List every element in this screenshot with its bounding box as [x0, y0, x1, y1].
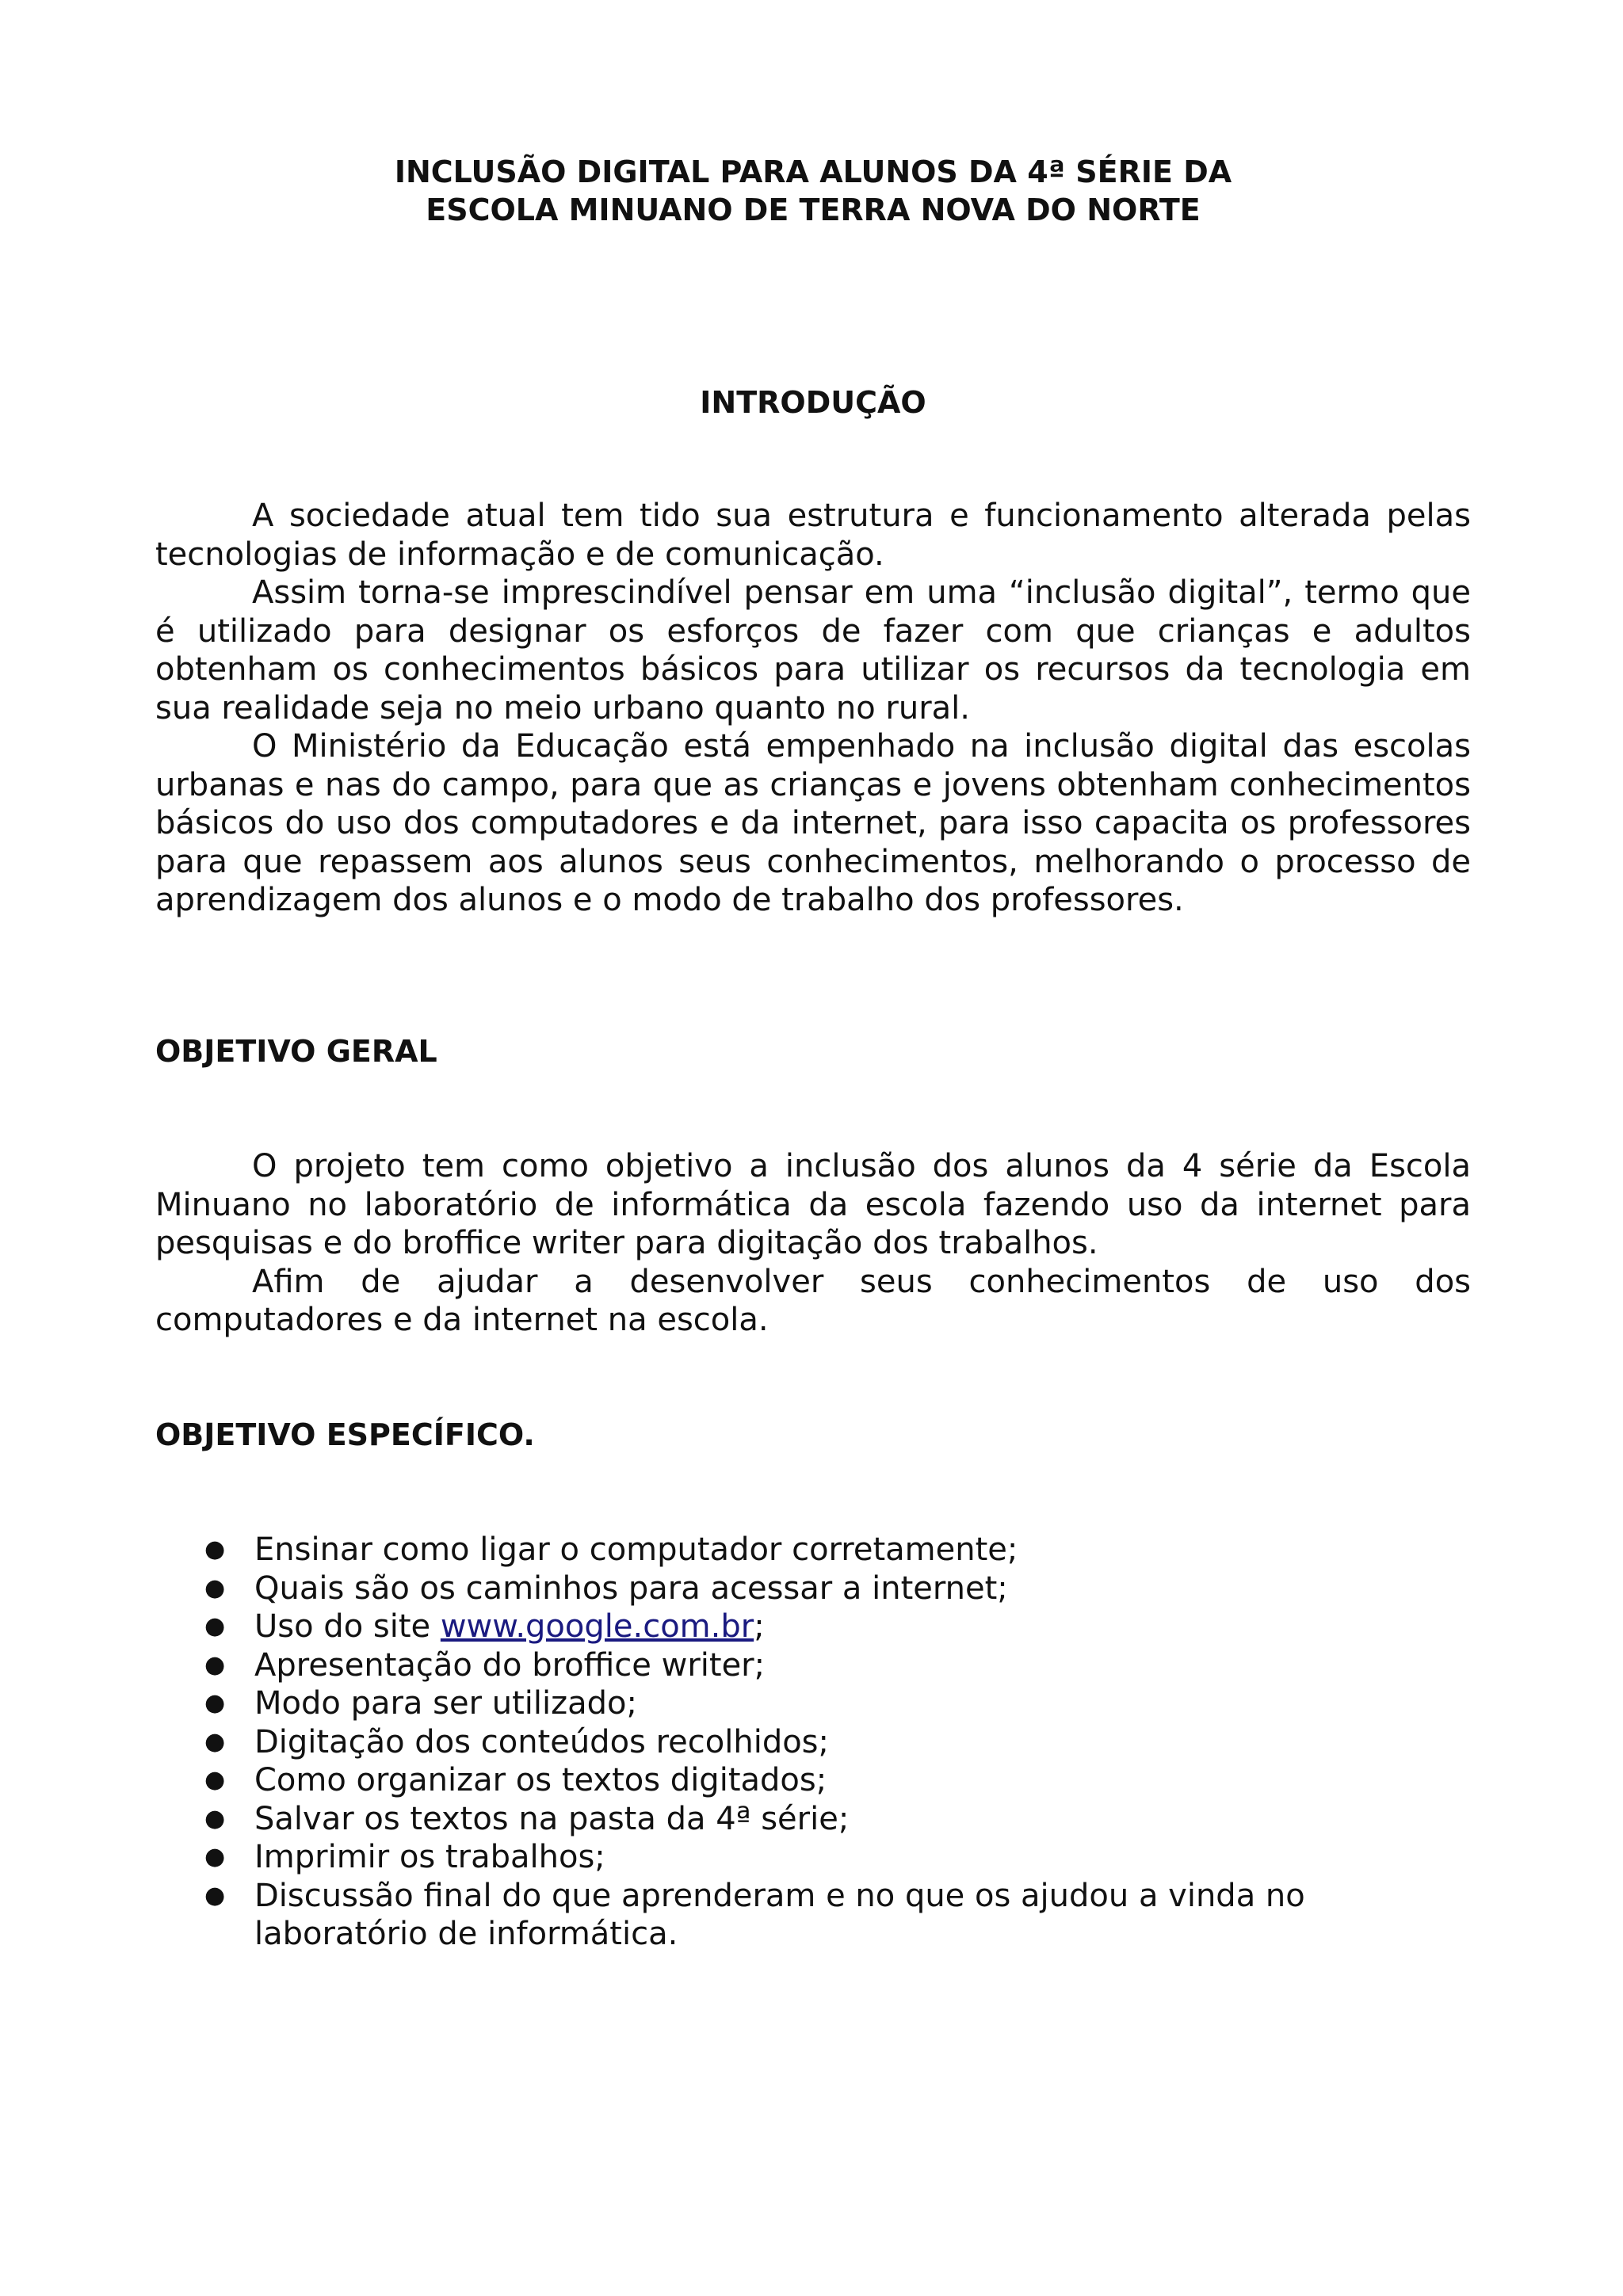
list-item: [155, 1838, 1471, 1877]
bullet-icon: ●: [204, 1881, 226, 1909]
list-item-text-after-link: ;: [754, 1608, 765, 1645]
intro-body: [155, 497, 1471, 920]
title-line-2: ESCOLA MINUANO DE TERRA NOVA DO NORTE: [426, 193, 1201, 227]
bullet-icon: ●: [204, 1573, 226, 1602]
bullet-icon: ●: [204, 1535, 226, 1563]
list-item-text: Como organizar os textos digitados;: [254, 1762, 827, 1798]
list-item-text: Salvar os textos na pasta da 4ª série;: [254, 1800, 850, 1837]
objetivo-geral-paragraph: O projeto tem como objetivo a inclusão dos alunos da 4 série da Escola Minuano no laboratório de informática da escola fazendo uso da internet para pesquisas e do broffice writer para digitação dos trabalhos.: [155, 1148, 1471, 1261]
list-item: [155, 1684, 1471, 1723]
title-line-1: INCLUSÃO DIGITAL PARA ALUNOS DA 4ª SÉRIE DA: [394, 154, 1232, 189]
list-item-text: Imprimir os trabalhos;: [254, 1839, 605, 1875]
bullet-icon: ●: [204, 1650, 226, 1679]
list-item-text: Modo para ser utilizado;: [254, 1685, 637, 1722]
intro-paragraph: A sociedade atual tem tido sua estrutura e funcionamento alterada pelas tecnologias de informação e de comunicação.: [155, 498, 1471, 573]
objetivo-especifico-list: [155, 1531, 1471, 1954]
objetivo-geral-heading: OBJETIVO GERAL: [155, 1034, 437, 1069]
bullet-icon: ●: [204, 1843, 226, 1871]
document-title: [155, 153, 1471, 229]
intro-paragraph: Assim torna-se imprescindível pensar em uma “inclusão digital”, termo que é utilizado para designar os esforços de fazer com que crianças e adultos obtenham os conhecimentos básicos para utilizar os recursos da tecnologia em sua realidade seja no meio urbano quanto no rural.: [155, 574, 1471, 727]
list-item: [155, 1761, 1471, 1800]
list-item: [155, 1608, 1471, 1646]
list-item-text: Quais são os caminhos para acessar a internet;: [254, 1569, 1008, 1607]
list-item: [155, 1877, 1471, 1954]
list-item-text: Ensinar como ligar o computador corretamente;: [254, 1531, 1018, 1568]
list-item: [155, 1531, 1471, 1569]
intro-paragraph: O Ministério da Educação está empenhado na inclusão digital das escolas urbanas e nas do campo, para que as crianças e jovens obtenham conhecimentos básicos do uso dos computadores e da internet, para isso capacita os professores para que repassem aos alunos seus conhecimentos, melhorando o processo de aprendizagem dos alunos e o modo de trabalho dos professores.: [155, 728, 1471, 918]
bullet-icon: ●: [204, 1804, 226, 1833]
list-item-text: Discussão final do que aprenderam e no que os ajudou a vinda no laboratório de informática.: [254, 1877, 1305, 1952]
objetivo-especifico-heading: OBJETIVO ESPECÍFICO.: [155, 1417, 535, 1452]
intro-heading: INTRODUÇÃO: [700, 385, 926, 420]
list-item-text: Digitação dos conteúdos recolhidos;: [254, 1723, 829, 1760]
bullet-icon: ●: [204, 1766, 226, 1794]
google-link[interactable]: www.google.com.br: [440, 1608, 754, 1645]
list-item: [155, 1646, 1471, 1685]
bullet-icon: ●: [204, 1689, 226, 1717]
objetivo-geral-body: [155, 1147, 1471, 1340]
list-item-text: Apresentação do broffice writer;: [254, 1646, 766, 1684]
bullet-icon: ●: [204, 1612, 226, 1640]
list-item: [155, 1569, 1471, 1608]
bullet-icon: ●: [204, 1727, 226, 1756]
list-item: [155, 1723, 1471, 1762]
objetivo-geral-paragraph: Afim de ajudar a desenvolver seus conhecimentos de uso dos computadores e da internet na escola.: [155, 1263, 1471, 1338]
list-item: [155, 1800, 1471, 1839]
list-item-text-before-link: Uso do site: [254, 1608, 441, 1645]
